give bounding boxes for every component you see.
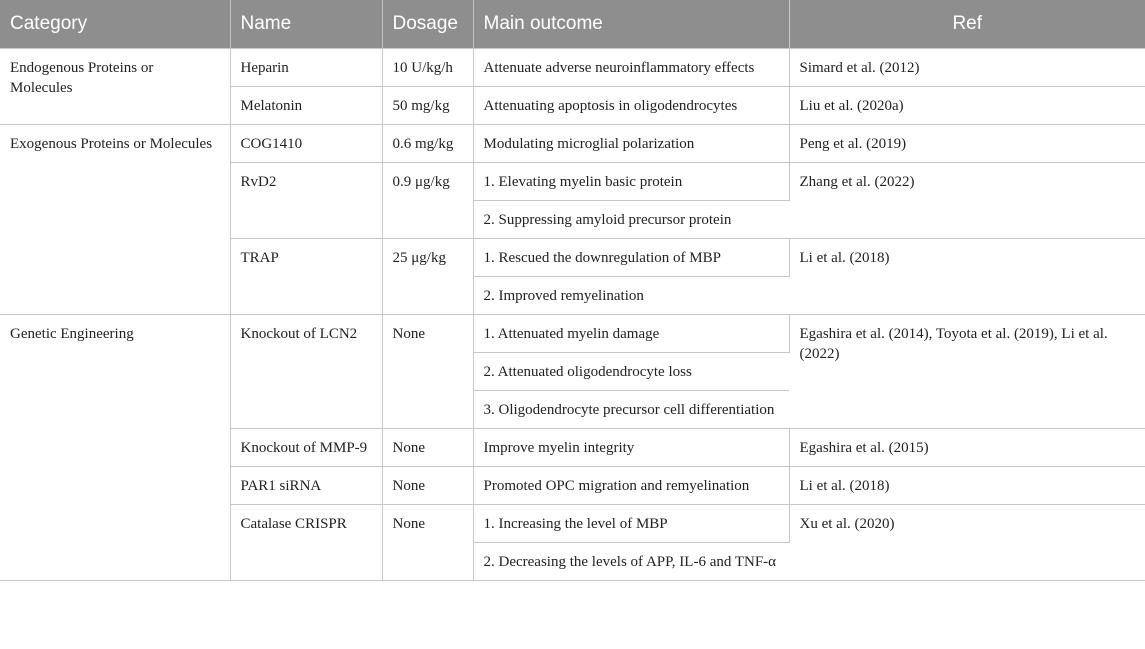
ref-cell: Liu et al. (2020a) (789, 87, 1145, 125)
header-ref: Ref (789, 0, 1145, 49)
ref-cell: Xu et al. (2020) (789, 505, 1145, 581)
dosage-cell: 25 μg/kg (382, 239, 473, 315)
table-row (0, 315, 1145, 353)
outcome-cell: 1. Rescued the downregulation of MBP (473, 239, 789, 277)
outcome-cell: Attenuate adverse neuroinflammatory effects (473, 49, 789, 87)
outcome-cell: 2. Improved remyelination (473, 277, 789, 315)
header-dosage: Dosage (382, 0, 473, 49)
name-cell: COG1410 (230, 125, 382, 163)
dosage-cell: None (382, 467, 473, 505)
outcome-cell: 2. Attenuated oligodendrocyte loss (473, 353, 789, 391)
outcome-cell: 3. Oligodendrocyte precursor cell differentiation (473, 391, 789, 429)
ref-cell: Li et al. (2018) (789, 467, 1145, 505)
name-cell: Melatonin (230, 87, 382, 125)
ref-cell: Li et al. (2018) (789, 239, 1145, 315)
ref-cell: Peng et al. (2019) (789, 125, 1145, 163)
dosage-cell: None (382, 505, 473, 581)
outcome-cell: Attenuating apoptosis in oligodendrocytes (473, 87, 789, 125)
table-body (0, 49, 1145, 581)
header-category: Category (0, 0, 230, 49)
name-cell: Heparin (230, 49, 382, 87)
header-outcome: Main outcome (473, 0, 789, 49)
ref-cell: Simard et al. (2012) (789, 49, 1145, 87)
ref-cell: Egashira et al. (2014), Toyota et al. (2019), Li et al. (2022) (789, 315, 1145, 429)
outcome-cell: 2. Suppressing amyloid precursor protein (473, 201, 789, 239)
dosage-cell: None (382, 315, 473, 429)
header-row (0, 0, 1145, 49)
outcome-cell: 1. Elevating myelin basic protein (473, 163, 789, 201)
name-cell: Knockout of MMP-9 (230, 429, 382, 467)
table-row (0, 125, 1145, 163)
dosage-cell: 10 U/kg/h (382, 49, 473, 87)
ref-cell: Egashira et al. (2015) (789, 429, 1145, 467)
category-cell: Endogenous Proteins or Molecules (0, 49, 230, 125)
name-cell: PAR1 siRNA (230, 467, 382, 505)
category-cell: Genetic Engineering (0, 315, 230, 581)
name-cell: RvD2 (230, 163, 382, 239)
outcome-cell: 2. Decreasing the levels of APP, IL-6 and TNF-α (473, 543, 789, 581)
outcome-cell: 1. Attenuated myelin damage (473, 315, 789, 353)
dosage-cell: 0.6 mg/kg (382, 125, 473, 163)
name-cell: Knockout of LCN2 (230, 315, 382, 429)
outcome-cell: Promoted OPC migration and remyelination (473, 467, 789, 505)
outcome-cell: 1. Increasing the level of MBP (473, 505, 789, 543)
dosage-cell: 50 mg/kg (382, 87, 473, 125)
ref-cell: Zhang et al. (2022) (789, 163, 1145, 239)
name-cell: TRAP (230, 239, 382, 315)
table-row (0, 49, 1145, 87)
dosage-cell: 0.9 μg/kg (382, 163, 473, 239)
name-cell: Catalase CRISPR (230, 505, 382, 581)
outcome-cell: Improve myelin integrity (473, 429, 789, 467)
category-cell: Exogenous Proteins or Molecules (0, 125, 230, 315)
header-name: Name (230, 0, 382, 49)
dosage-cell: None (382, 429, 473, 467)
outcome-cell: Modulating microglial polarization (473, 125, 789, 163)
